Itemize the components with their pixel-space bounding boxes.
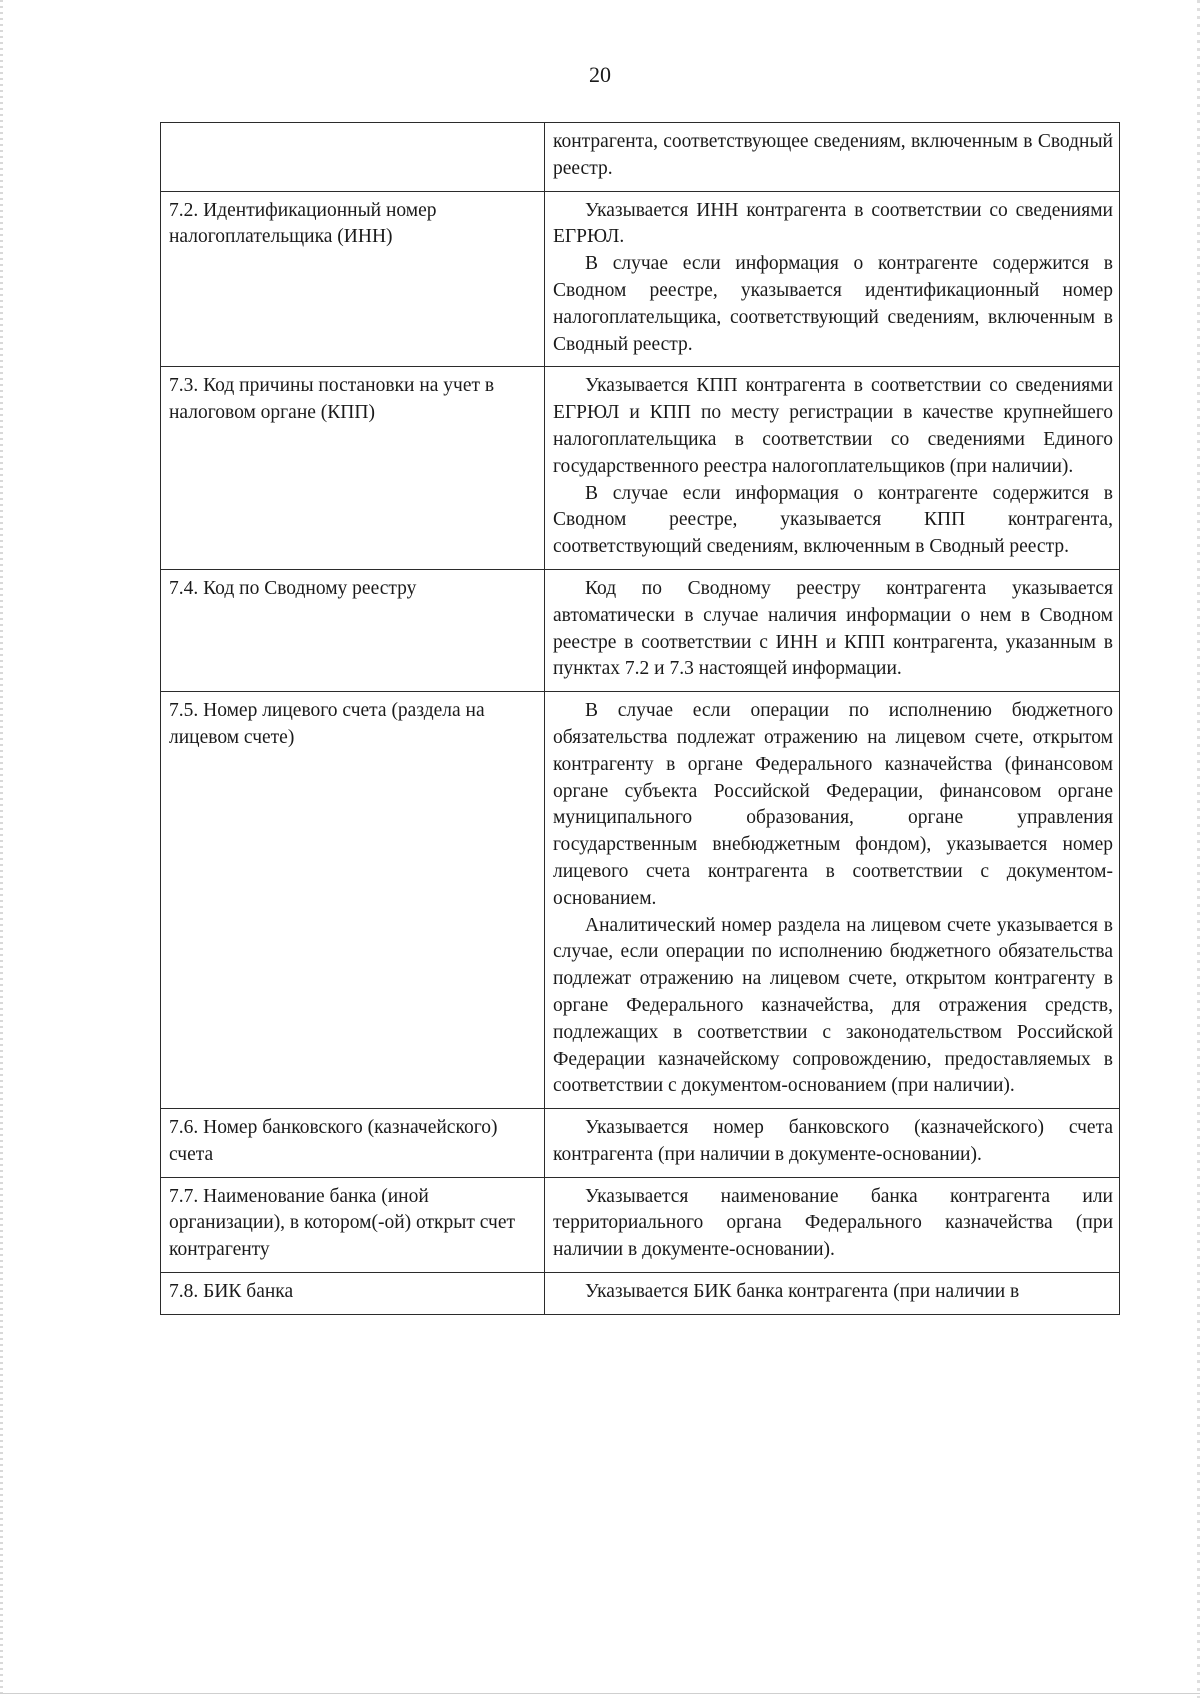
description-paragraph: В случае если информация о контрагенте содержится в Сводном реестре, указывается КПП контрагента, соответствующий сведениям, включенным в Сводный реестр. xyxy=(553,482,1113,558)
field-description-cell xyxy=(545,191,1120,367)
field-name-cell: 7.6. Номер банковского (казначейского) счета xyxy=(161,1109,545,1178)
description-paragraph: Указывается наименование банка контрагента или территориального органа Федерального казначейства (при наличии в документе-основании). xyxy=(553,1185,1113,1261)
field-name-cell: 7.3. Код причины постановки на учет в налоговом органе (КПП) xyxy=(161,367,545,570)
description-paragraph: В случае если информация о контрагенте содержится в Сводном реестре, указывается идентификационный номер налогоплательщика, соответствующий сведениям, включенным в Сводный реестр. xyxy=(553,253,1113,355)
field-description-cell xyxy=(545,123,1120,192)
table-row xyxy=(161,692,1120,1109)
field-description-cell xyxy=(545,569,1120,691)
field-description-cell xyxy=(545,367,1120,570)
description-paragraph: Указывается номер банковского (казначейского) счета контрагента (при наличии в документе-основании). xyxy=(553,1117,1113,1165)
table-row xyxy=(161,367,1120,570)
field-description-cell xyxy=(545,1109,1120,1178)
description-paragraph: Указывается БИК банка контрагента (при наличии в xyxy=(585,1281,1020,1303)
description-paragraph: контрагента, соответствующее сведениям, включенным в Сводный реестр. xyxy=(553,131,1113,179)
description-paragraph: Аналитический номер раздела на лицевом счете указывается в случае, если операции по исполнению бюджетного обязательства подлежат отражению на лицевом счете, открытом контрагенту в органе Федерального казначейства, для отражения средств, подлежащих в соответствии с законодательством Российской Федерации казначейскому сопровождению, предоставляемых в соответствии с документом-основанием (при наличии). xyxy=(553,914,1113,1097)
field-name-cell: 7.5. Номер лицевого счета (раздела на лицевом счете) xyxy=(161,692,545,1109)
field-name-cell: 7.2. Идентификационный номер налогоплательщика (ИНН) xyxy=(161,191,545,367)
table-row xyxy=(161,1109,1120,1178)
field-description-cell xyxy=(545,1177,1120,1272)
requirements-table xyxy=(160,122,1120,1315)
table-row xyxy=(161,569,1120,691)
description-paragraph: Код по Сводному реестру контрагента указывается автоматически в случае наличия информации о нем в Сводном реестре в соответствии с ИНН и КПП контрагента, указанным в пунктах 7.2 и 7.3 настоящей информации. xyxy=(553,577,1113,680)
page-number: 20 xyxy=(589,62,611,87)
table-row xyxy=(161,123,1120,192)
field-name-cell: 7.4. Код по Сводному реестру xyxy=(161,569,545,691)
description-paragraph: Указывается КПП контрагента в соответствии со сведениями ЕГРЮЛ и КПП по месту регистрации в качестве крупнейшего налогоплательщика в соответствии со сведениями Единого государственного реестра налогоплательщиков (при наличии). xyxy=(553,375,1113,477)
field-name-cell: 7.8. БИК банка xyxy=(161,1273,545,1315)
field-name-cell xyxy=(161,123,545,192)
description-paragraph: Указывается ИНН контрагента в соответствии со сведениями ЕГРЮЛ. xyxy=(553,199,1113,248)
table-row xyxy=(161,191,1120,367)
field-name-cell: 7.7. Наименование банка (иной организации), в котором(-ой) открыт счет контрагенту xyxy=(161,1177,545,1272)
table-row xyxy=(161,1273,1120,1315)
description-paragraph: В случае если операции по исполнению бюджетного обязательства подлежат отражению на лицевом счете, открытом контрагенту в органе Федерального казначейства (финансовом органе субъекта Российской Федерации, финансовом органе муниципального образования, органе управления государственным внебюджетным фондом), указывается номер лицевого счета контрагента в соответствии с документом-основанием. xyxy=(553,700,1113,909)
scan-edge-left xyxy=(0,0,3,1698)
field-description-cell xyxy=(545,1273,1120,1315)
scan-edge-bottom xyxy=(0,1693,1200,1694)
field-description-cell xyxy=(545,692,1120,1109)
table-row xyxy=(161,1177,1120,1272)
